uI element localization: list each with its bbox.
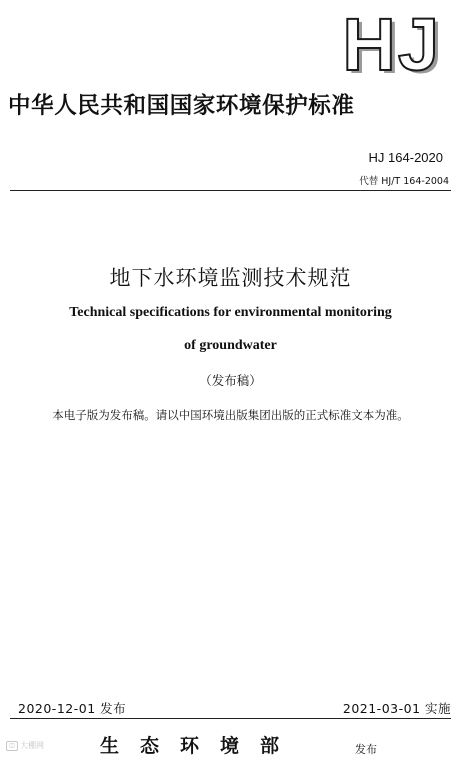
footer-divider [10,718,451,719]
implementation-date: 2021-03-01 实施 [342,701,451,716]
document-title-en-line1: Technical specifications for environmental monitoring [69,305,392,320]
publish-label: 发布 [355,743,377,756]
draft-label: （发布稿） [199,373,262,388]
document-title-cn: 地下水环境监测技术规范 [109,266,352,290]
publisher-name: 生态环境部 [100,735,301,757]
header-divider [10,190,451,191]
standard-code: HJ 164-2020 [368,150,443,165]
hj-logo: HJ [342,3,441,86]
issue-date: 2020-12-01 发布 [18,701,127,716]
document-title-en-line2: of groundwater [184,338,277,353]
watermark-logo-icon: ◫ [6,741,18,751]
watermark [6,740,44,751]
replaces-standard: 代替 HJ/T 164-2004 [359,176,449,187]
edition-notice: 本电子版为发布稿。请以中国环境出版集团出版的正式标准文本为准。 [52,408,409,422]
watermark-text: 大棚网 [20,741,44,750]
national-standard-title: 中华人民共和国国家环境保护标准 [8,93,355,119]
